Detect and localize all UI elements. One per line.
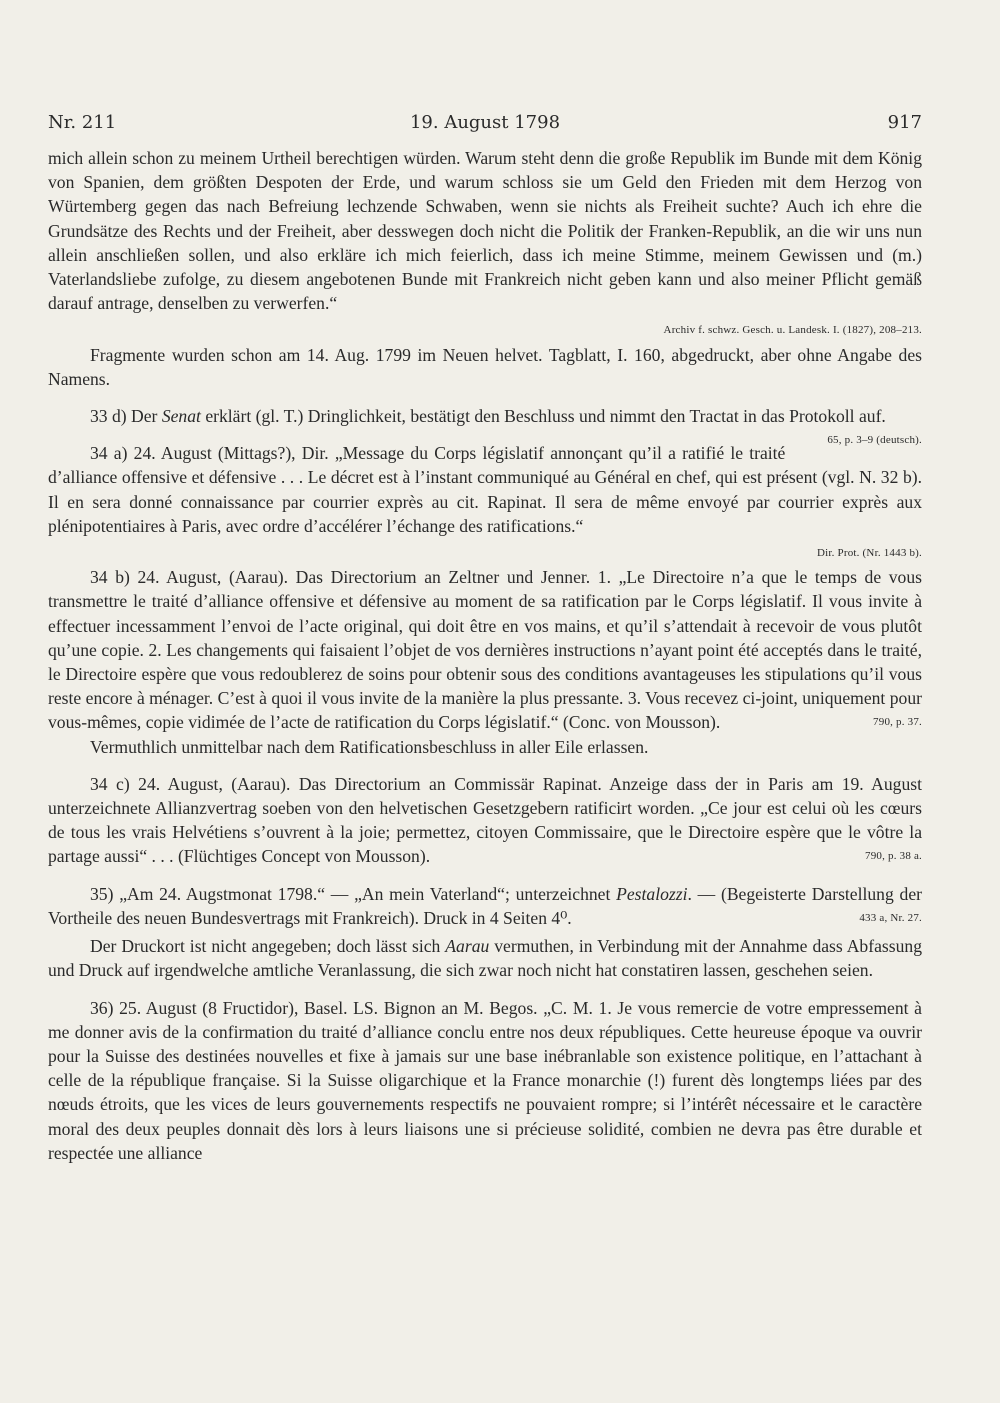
document-number: Nr. 211 [48, 112, 117, 133]
entry-34a: 34 a) 24. August (Mittags?), Dir. „Message du Corps législatif annonçant qu’il a ratifié le traité d’alliance offensive et défensive . . . Le décret est à l’instant communiqué au Général en chef, qui est présent (vgl. N. 32 b). Il en sera donné connaissance par courrier exprès au cit. Rapinat. Il sera de même envoyé par courrier exprès aux plénipotentiaires à Paris, avec ordre d’accélérer l’échange des ratifications.“ [48, 443, 922, 536]
header-date: 19. August 1798 [409, 112, 561, 133]
note-paragraph: Der Druckort ist nicht angegeben; doch lässt sich Aarau vermuthen, in Verbindung mit der Annahme dass Abfassung und Druck auf irgendwelche amtliche Veranlassung, die sich zwar noch nicht hat constatiren lassen, geschehen seien. [48, 936, 922, 981]
entry-34c: 34 c) 24. August, (Aarau). Das Directorium an Commissär Rapinat. Anzeige dass der in Paris am 19. August unterzeichnete Allianzvertrag soeben von den helvetischen Gesetzgebern ratificirt worden. „Ce jour est celui où les cœurs de tous les vrais Helvétiens s’ouvrent à la joie; permettez, citoyen Commissaire, que le Directoire espère que le vôtre la partage aussi“ . . . (Flüchtiges Concept von Mousson). 790, p. 38 a. [48, 772, 922, 869]
source-citation: 790, p. 38 a. [865, 850, 922, 863]
note-paragraph: Fragmente wurden schon am 14. Aug. 1799 im Neuen helvet. Tagblatt, I. 160, abgedruckt, aber ohne Angabe des Namens. [48, 344, 922, 389]
note-paragraph: Vermuthlich unmittelbar nach dem Ratificationsbeschluss in aller Eile erlassen. [90, 736, 649, 757]
entry-33d: 33 d) Der Senat erklärt (gl. T.) Dringlichkeit, bestätigt den Beschluss und nimmt den Tractat in das Protokoll auf. 65, p. 3–9 (deutsch). [48, 404, 922, 428]
entry-35: 35) „Am 24. Augstmonat 1798.“ — „An mein Vaterland“; unterzeichnet Pestalozzi. — (Begeisterte Darstellung der Vortheile des neuen Bundesvertrags mit Frankreich). Druck in 4 Seiten 4⁰. 433 a, Nr. 27. [48, 882, 922, 930]
continued-paragraph: mich allein schon zu meinem Urtheil berechtigen würden. Warum steht denn die große Republik im Bunde mit dem König von Spanien, dem größten Despoten der Erde, und warum schloss sie um Geld den Frieden mit dem Herzog von Würtemberg gegen das nach Befreiung lechzende Schwaben, wenn sie nichts als Freiheit suchte? Auch ich ehre die Grundsätze des Rechts und der Freiheit, aber desswegen doch nicht die Politik der Franken-Republik, an die wir uns nun allein anschließen sollen, und also erkläre ich mich feierlich, dass ich meine Stimme, meinem Gewissen und (m.) Vaterlandsliebe zufolge, zu diesem angebotenen Bunde mit Frankreich nicht geben kann und also meiner Pflicht gemäß darauf antrage, denselben zu verwerfen.“ [48, 148, 922, 314]
source-citation: Dir. Prot. (Nr. 1443 b). [816, 547, 922, 560]
page-number: 917 [887, 112, 922, 133]
page [48, 112, 922, 1165]
entry-36: 36) 25. August (8 Fructidor), Basel. LS. Bignon an M. Begos. „C. M. 1. Je vous remercie de votre empressement à me donner avis de la confirmation du traité d’alliance conclu entre nos deux républiques. Cette heureuse époque va ouvrir pour la Suisse des destinées nouvelles et fixe à jamais sur une base inébranlable son existence politique, en l’attachant à celle de la république française. Si la Suisse oligarchique et la France monarchie (!) furent dès longtemps liées par des nœuds étroits, que les vices de leurs gouvernements respectifs ne pouvaient rompre; si l’intérêt nécessaire et le caractère moral des deux peuples donnait dès lors à leurs liaisons une si précieuse solidité, combien ne devra pas être durable et respectée une alliance [48, 997, 922, 1163]
source-citation: Archiv f. schwz. Gesch. u. Landesk. I. (1827), 208–213. [663, 324, 922, 337]
source-citation: 790, p. 37. [873, 716, 922, 729]
source-citation: 65, p. 3–9 (deutsch). [827, 434, 922, 447]
running-header [48, 112, 922, 146]
entry-34b: 34 b) 24. August, (Aarau). Das Directorium an Zeltner und Jenner. 1. „Le Directoire n’a que le temps de vous transmettre le traité d’alliance offensive et défensive au moment de sa ratification par le Corps législatif. Il vous invite à effectuer incessamment l’envoi de l’acte original, qui doit être en vos mains, et qu’il s’attendait à recevoir de vous plutôt qu’une copie. 2. Les changements qui faisaient l’objet de vos dernières instructions n’ayant point été acceptés dans le traité, le Directoire espère que vous redoublerez de soins pour obtenir sous des conditions avantageuses les stipulations qu’il vous reste encore à ménager. C’est à quoi il vous invite de la manière la plus pressante. 3. Vous recevez ci-joint, uniquement pour vous-mêmes, copie vidimée de l’acte de ratification du Corps législatif.“ (Conc. von Mousson). 790, p. 37. [48, 565, 922, 734]
source-citation: 433 a, Nr. 27. [859, 911, 922, 924]
body-text [48, 146, 922, 1165]
